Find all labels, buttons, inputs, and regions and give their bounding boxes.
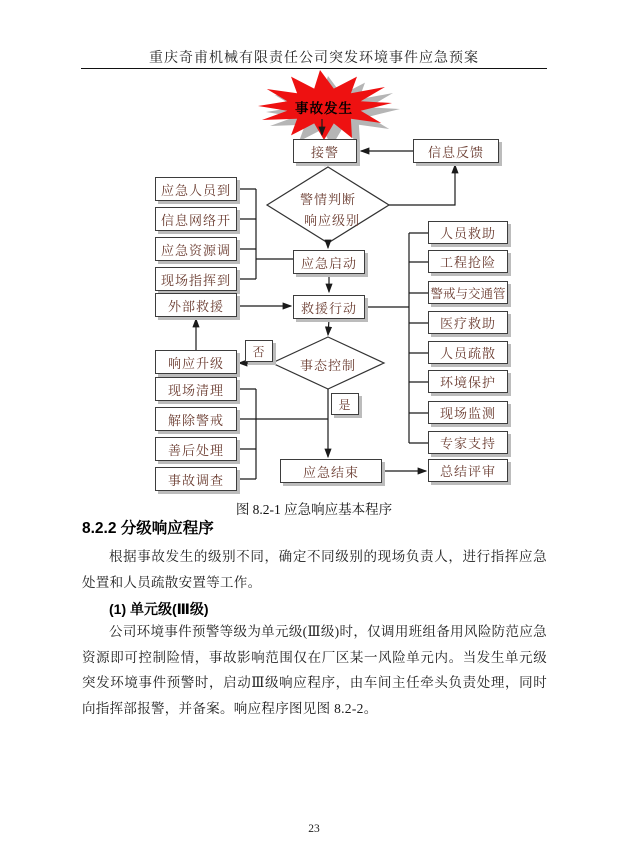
flow-node-incident: 事故发生	[295, 101, 353, 116]
flow-node-receive-alarm: 接警	[293, 139, 357, 163]
flow-node-info-feedback: 信息反馈	[413, 139, 499, 163]
flow-node-medical-aid: 医疗救助	[428, 311, 508, 334]
document-header-title: 重庆奇甫机械有限责任公司突发环境事件应急预案	[149, 51, 479, 66]
flow-node-engineering-rescue: 工程抢险	[428, 250, 508, 273]
flow-node-external-rescue: 外部救援	[155, 293, 237, 317]
paragraph-1: 根据事故发生的级别不同，确定不同级别的现场负责人，进行指挥应急处置和人员疏散安置等工作。	[82, 549, 547, 590]
flow-node-personnel-rescue: 人员救助	[428, 221, 508, 244]
flow-node-accident-investigation: 事故调查	[155, 467, 237, 491]
flow-node-env-protection: 环境保护	[428, 370, 508, 393]
flow-node-site-monitoring: 现场监测	[428, 401, 508, 424]
figure-caption: 图 8.2-1 应急响应基本程序	[235, 502, 393, 517]
flow-node-evacuation: 人员疏散	[428, 341, 508, 364]
flow-node-emergency-end: 应急结束	[280, 459, 382, 483]
flow-decision-alarm-judgement-line2: 响应级别	[303, 213, 360, 228]
flow-node-site-cleanup: 现场清理	[155, 377, 237, 401]
flow-node-resource-dispatch: 应急资源调	[155, 237, 237, 261]
section-heading: 8.2.2 分级响应程序	[82, 520, 214, 537]
flow-node-lift-alert: 解除警戒	[155, 407, 237, 431]
flow-node-site-command: 现场指挥到	[155, 267, 237, 291]
flow-node-emergency-start: 应急启动	[293, 250, 365, 274]
flow-node-expert-support: 专家支持	[428, 431, 508, 454]
flow-node-response-upgrade: 响应升级	[155, 350, 237, 374]
flow-label-yes: 是	[331, 393, 359, 415]
flow-node-info-network: 信息网络开	[155, 207, 237, 231]
page-number: 23	[308, 823, 320, 835]
flow-node-personnel-arrive: 应急人员到	[155, 177, 237, 201]
flow-node-rescue-action: 救援行动	[293, 295, 365, 319]
flow-node-summary-review: 总结评审	[428, 459, 508, 482]
flow-node-cordon-traffic: 警戒与交通管	[428, 281, 508, 304]
flow-decision-situation-control-label: 事态控制	[299, 358, 356, 373]
sub-heading-unit-level: (1) 单元级(Ⅲ级)	[109, 601, 209, 617]
flow-decision-alarm-judgement-line1: 警情判断	[299, 192, 356, 207]
flow-node-aftermath: 善后处理	[155, 437, 237, 461]
paragraph-2: 公司环境事件预警等级为单元级(Ⅲ级)时，仅调用班组备用风险防范应急资源即可控制险情，事故影响范围仅在厂区某一风险单元内。当发生单元级突发环境事件预警时，启动Ⅲ级响应程序，由车间主任牵头负责处理，同时向指挥部报警，并备案。响应程序图见图 8.2-2。	[82, 624, 547, 716]
flow-label-no: 否	[245, 340, 273, 362]
